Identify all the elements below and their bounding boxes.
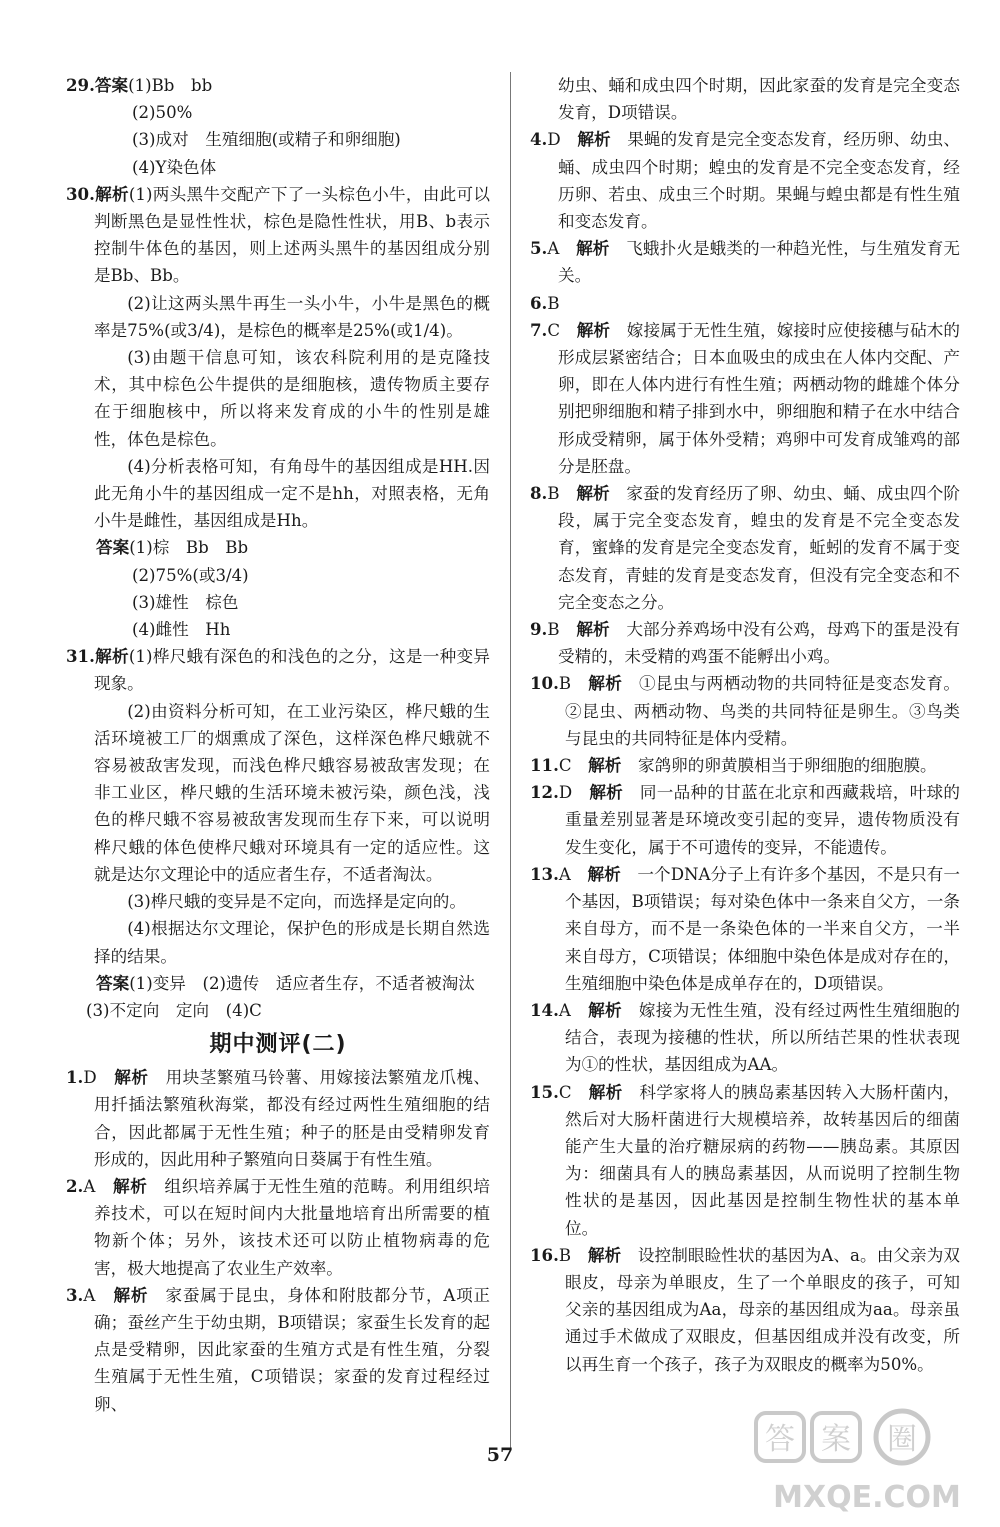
q30-answer-1: (1)棕 Bb Bb <box>129 538 249 558</box>
left-column <box>66 72 490 1418</box>
q30-answer-label: 答案 <box>96 538 130 558</box>
q31-answer-1: (1)变异 (2)遗传 适应者生存，不适者被淘汰 <box>129 973 475 993</box>
q30-number: 30. <box>66 183 95 204</box>
q30-para-1: (1)两头黑牛交配产下了一头棕色小牛，由此可以判断黑色是显性性状，棕色是隐性性状，用B、b表示控制牛体色的基因，则上述两头黑牛的基因组成分别是Bb、Bb。 <box>94 184 490 286</box>
q29-line-1: (1)Bb bb <box>128 76 213 95</box>
answer-item-7: 7.C 解析 嫁接属于无性生殖，嫁接时应使接穗与砧木的形成层紧密结合；日本血吸虫的成虫在人体内交配、产卵，即在人体内进行有性生殖；两栖动物的雌雄个体分别把卵细胞和精子排到水中，卵细胞和精子在水中结合形成受精卵，属于体外受精；鸡卵中可发育成雏鸡的部分是胚盘。 <box>530 319 961 476</box>
answer-item-16: 16.B 解析 设控制眼睑性状的基因为A、a。由父亲为双眼皮，母亲为单眼皮，生了一个单眼皮的孩子，可知父亲的基因组成为Aa，母亲的基因组成为aa。母亲虽通过手术做成了双眼皮，但基因组成并没有改变，所以再生育一个孩子，孩子为双眼皮的概率为50%。 <box>530 1244 960 1374</box>
answer-item-9: 9.B 解析 大部分养鸡场中没有公鸡，母鸡下的蛋是没有受精的，未受精的鸡蛋不能孵出小鸡。 <box>530 619 961 667</box>
watermark-logo <box>752 1407 982 1519</box>
q29-answer-label: 答案 <box>94 76 129 95</box>
q29-number: 29. <box>66 75 95 95</box>
midterm-q3: 3.A 解析 家蚕属于昆虫，身体和附肢都分节，A项正确；蚕丝产生于幼虫期，B项错误；家蚕生长发育的起点是受精卵，因此家蚕的生殖方式是有性生殖，分裂生殖属于无性生殖，C项错误；家蚕的发育过程经过卵、 <box>66 1284 491 1414</box>
answer-item-13: 13.A 解析 一个DNA分子上有许多个基因，不是只有一个基因，B项错误；每对染色体中一条来自父方，一条来自母方，而不是一条染色体的一半来自父方，一半来自母方，C项错误；体细胞中染色体是成对存在的，生殖细胞中染色体是成单存在的，D项错误。 <box>530 863 960 993</box>
q30-answer-3: (3)雄性 棕色 <box>132 592 239 612</box>
midterm-q2: 2.A 解析 组织培养属于无性生殖的范畴。利用组织培养技术，可以在短时间内大批量地培育出所需要的植物新个体；另外，该技术还可以防止植物病毒的危害，极大地提高了农业生产效率。 <box>66 1175 491 1278</box>
page-number: 57 <box>486 1444 514 1466</box>
midterm-q3-continued: 幼虫、蛹和成虫四个时期，因此家蚕的发育是完全变态发育，D项错误。 <box>558 76 960 123</box>
midterm-q1: 1.D 解析 用块茎繁殖马铃薯、用嫁接法繁殖龙爪槐、用扦插法繁殖秋海棠，都没有经过两性生殖细胞的结合，因此都属于无性生殖；种子的胚是由受精卵发育形成的，因此用种子繁殖向日葵属于有性生殖。 <box>66 1067 491 1169</box>
q30-para-4: (4)分析表格可知，有角母牛的基因组成是HH.因此无角小牛的基因组成一定不是hh，对照表格，无角小牛是雌性，基因组成是Hh。 <box>94 456 490 531</box>
watermark-char-3: 圈 <box>887 1422 917 1457</box>
answer-item-12: 12.D 解析 同一品种的甘蓝在北京和西藏栽培，叶球的重量差别显著是环境改变引起的变异，遗传物质没有发生变化，属于不可遗传的变异，不能遗传。 <box>530 782 961 857</box>
answer-item-6: 6.B <box>530 292 560 313</box>
answer-item-14: 14.A 解析 嫁接为无性生殖，没有经过两性生殖细胞的结合，表现为接穗的性状，所以所结芒果的性状表现为①的性状，基因组成为AA。 <box>530 999 961 1075</box>
column-divider <box>510 72 511 1450</box>
q31-para-3: (3)桦尺蛾的变异是不定向，而选择是定向的。 <box>127 892 466 912</box>
q29-line-2: (2)50% <box>132 103 193 123</box>
q31-answer-label: 答案 <box>96 973 130 993</box>
q31-para-1: (1)桦尺蛾有深色的和浅色的之分，这是一种变异现象。 <box>94 647 490 694</box>
q30-answer-2: (2)75%(或3/4) <box>132 565 249 585</box>
watermark-char-1: 答 <box>765 1422 795 1457</box>
q31-para-4: (4)根据达尔文理论，保护色的形成是长期自然选择的结果。 <box>94 919 490 966</box>
q31-analysis-label: 解析 <box>94 647 129 667</box>
question-30 <box>66 181 490 643</box>
question-31 <box>66 643 490 1024</box>
answer-item-11: 11.C 解析 家鸽卵的卵黄膜相当于卵细胞的细胞膜。 <box>530 755 937 776</box>
q30-answer-4: (4)雌性 Hh <box>132 620 231 640</box>
right-column <box>530 72 960 1378</box>
q30-para-3: (3)由题干信息可知，该农科院利用的是克隆技术，其中棕色公牛提供的是细胞核，遗传物质主要存在于细胞核中，所以将来发育成的小牛的性别是雄性，体色是棕色。 <box>94 348 490 449</box>
right-answer-list <box>530 126 960 1377</box>
q31-answer-2: (3)不定向 定向 (4)C <box>86 1000 262 1020</box>
q31-para-2: (2)由资料分析可知，在工业污染区，桦尺蛾的生活环境被工厂的烟熏成了深色，这样深色桦尺蛾就不容易被敌害发现，而浅色桦尺蛾容易被敌害发现；在非工业区，桦尺蛾的生活环境未被污染，颜色浅，浅色的桦尺蛾不容易被敌害发现而生存下来，可以说明桦尺蛾的体色使桦尺蛾对环境具有一定的适应性。这就是达尔文理论中的适应者生存，不适者淘汰。 <box>94 701 490 884</box>
answer-item-5: 5.A 解析 飞蛾扑火是蛾类的一种趋光性，与生殖发育无关。 <box>530 238 960 286</box>
q31-number: 31. <box>66 646 95 667</box>
answer-item-15: 15.C 解析 科学家将人的胰岛素基因转入大肠杆菌内，然后对大肠杆菌进行大规模培养，故转基因后的细菌能产生大量的治疗糖尿病的药物——胰岛素。其原因为：细菌具有人的胰岛素基因，从而说明了控制生物性状的是基因，因此基因是控制生物性状的基本单位。 <box>530 1081 961 1238</box>
answer-item-8: 8.B 解析 家蚕的发育经历了卵、幼虫、蛹、成虫四个阶段，属于完全变态发育，蝗虫的发育是不完全变态发育，蜜蜂的发育是完全变态发育，蚯蚓的发育不属于变态发育，青蛙的发育是变态发育，但没有完全变态和不完全变态之分。 <box>530 483 961 612</box>
q30-para-2: (2)让这两头黑牛再生一头小牛，小牛是黑色的概率是75%(或3/4)，是棕色的概率是25%(或1/4)。 <box>94 293 490 340</box>
watermark-url: MXQE.COM <box>773 1480 961 1515</box>
watermark-char-2: 案 <box>821 1422 851 1457</box>
answer-item-4: 4.D 解析 果蝇的发育是完全变态发育，经历卵、幼虫、蛹、成虫四个时期；蝗虫的发育是不完全变态发育，经历卵、若虫、成虫三个时期。果蝇与蝗虫都是有性生殖和变态发育。 <box>530 129 961 232</box>
answer-item-10: 10.B 解析 ①昆虫与两栖动物的共同特征是变态发育。②昆虫、两栖动物、鸟类的共同特征是卵生。③鸟类与昆虫的共同特征是体内受精。 <box>530 673 961 748</box>
q29-line-4: (4)Y染色体 <box>132 157 217 177</box>
question-29 <box>66 72 490 181</box>
q30-analysis-label: 解析 <box>94 184 129 204</box>
section-title: 期中测评(二) <box>209 1032 347 1058</box>
q29-line-3: (3)成对 生殖细胞(或精子和卵细胞) <box>132 130 401 150</box>
